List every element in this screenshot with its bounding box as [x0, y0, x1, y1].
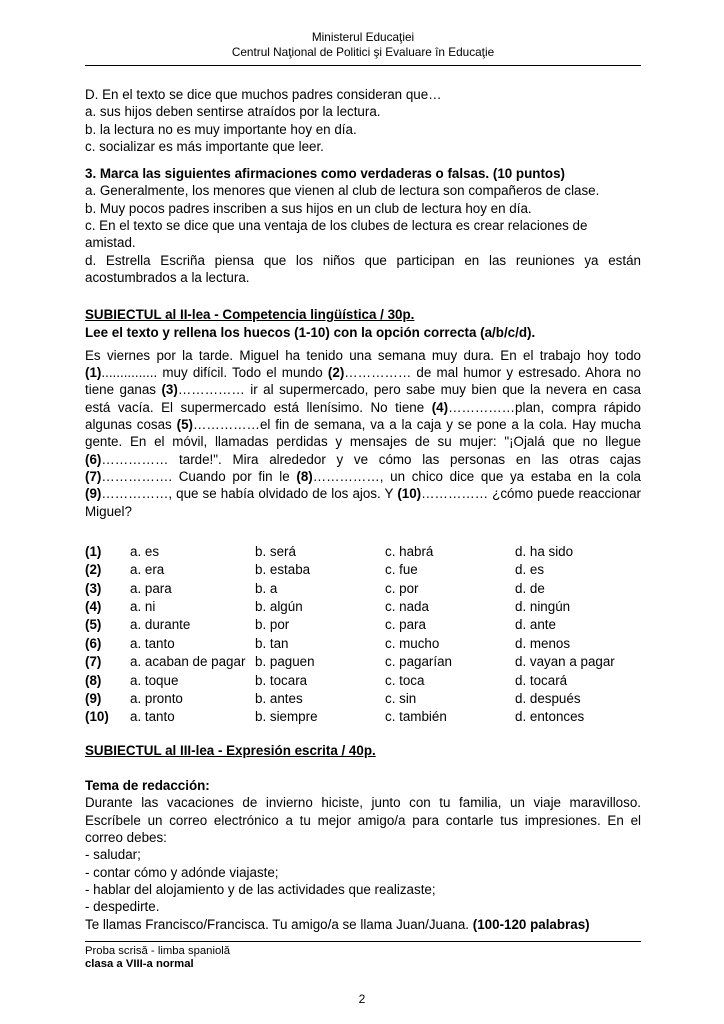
tema-bullet-3: - hablar del alojamiento y de las actividades que realizaste;: [85, 881, 436, 897]
option-c: c. para: [385, 617, 426, 633]
option-number: (1): [85, 543, 102, 559]
option-d: d. después: [515, 691, 581, 707]
options-row: [85, 708, 641, 726]
tema-bullet-1: - saludar;: [85, 847, 141, 863]
option-number: (10): [85, 709, 109, 725]
cloze-paragraph: Es viernes por la tarde. Miguel ha tenido una semana muy dura. En el trabajo hoy todo (1)............... muy difícil. Todo el mundo (2)…………… de mal humor y estresado. Ahora no tiene ganas (3)…………… ir al supermercado, pero sabe muy bien que la nevera en casa está vacía. El supermercado está llenísimo. No tiene (4)……………plan, compra rápido algunas cosas (5)……………el fin de semana, va a la caja y se pone a la cola. Hay mucha gente. En el móvil, llamadas perdidas y mensajes de su mujer: "¡Ojalá que no llegue (6)…………… tarde!". Mira alrededor y ve cómo las personas en las otras cajas (7)……………. Cuando por fin le (8)……………, un chico dice que ya estaba en la cola (9)……………, que se había olvidado de los ajos. Y (10)…………… ¿cómo puede reaccionar Miguel?: [85, 347, 642, 519]
option-a: a. para: [130, 580, 172, 596]
option-d: d. tocará: [515, 672, 568, 688]
option-number: (3): [85, 580, 102, 596]
option-b: b. algún: [255, 599, 303, 615]
options-row: [85, 580, 641, 598]
option-d: d. vayan a pagar: [515, 654, 615, 670]
option-b: b. tocara: [255, 672, 308, 688]
option-a: a. tanto: [130, 709, 175, 725]
options-row: [85, 690, 641, 708]
footer-rule: [85, 941, 641, 942]
subiectul-3-title: SUBIECTUL al III-lea - Expresión escrita / 40p.: [85, 742, 376, 758]
option-c: c. sin: [385, 691, 417, 707]
footer-line-2: clasa a VIII-a normal: [85, 958, 194, 970]
footer-line-1: Proba scrisă - limba spaniolă: [85, 945, 231, 957]
option-d: d. ningún: [515, 599, 571, 615]
option-d: d. menos: [515, 635, 571, 651]
section-d-intro: D. En el texto se dice que muchos padres consideran que…: [85, 87, 442, 102]
option-number: (8): [85, 672, 102, 688]
option-c: c. toca: [385, 672, 425, 688]
options-row: [85, 616, 641, 634]
section-3-item-c: c. En el texto se dice que una ventaja de los clubes de lectura es crear relaciones de amistad.: [85, 218, 588, 251]
option-a: a. ni: [130, 599, 156, 615]
section-3-item-d: d. Estrella Escriña piensa que los niños que participan en las reuniones ya están acostumbrados a la lectura.: [85, 252, 641, 285]
option-b: b. paguen: [255, 654, 315, 670]
option-b: b. estaba: [255, 562, 311, 578]
option-number: (9): [85, 691, 102, 707]
option-a: a. era: [130, 562, 165, 578]
option-b: b. será: [255, 543, 296, 559]
options-row: [85, 543, 641, 561]
document-header: [85, 30, 641, 66]
option-d: d. es: [515, 562, 545, 578]
section-d-option-c: c. socializar es más importante que leer.: [85, 138, 324, 154]
option-c: c. pagarían: [385, 654, 452, 670]
header-line-1: Ministerul Educaţiei: [311, 30, 415, 44]
tema-bullet-4: - despedirte.: [85, 899, 160, 915]
option-number: (2): [85, 562, 102, 578]
subiectul-2-instruction: Lee el texto y rellena los huecos (1-10) con la opción correcta (a/b/c/d).: [85, 324, 536, 340]
options-row: [85, 635, 641, 653]
subiectul-2: [85, 306, 641, 727]
option-b: b. por: [255, 617, 290, 633]
tema-final-line: Te llamas Francisco/Francisca. Tu amigo/a se llama Juan/Juana. (100-120 palabras): [85, 916, 590, 932]
option-b: b. a: [255, 580, 278, 596]
option-d: d. de: [515, 580, 545, 596]
tema-label: Tema de redacción:: [85, 778, 210, 794]
option-a: a. es: [130, 543, 160, 559]
subiectul-2-title: SUBIECTUL al II-lea - Competencia lingüística / 30p.: [85, 307, 415, 323]
section-3: [85, 165, 641, 286]
section-3-item-a: a. Generalmente, los menores que vienen al club de lectura son compañeros de clase.: [85, 183, 600, 199]
page-footer: [85, 941, 641, 971]
options-table: [85, 543, 641, 727]
option-a: a. tanto: [130, 635, 175, 651]
options-row: [85, 561, 641, 579]
section-d: [85, 86, 641, 155]
option-a: a. toque: [130, 672, 179, 688]
option-b: b. tan: [255, 635, 289, 651]
option-d: d. ha sido: [515, 543, 574, 559]
header-line-2: Centrul Naţional de Politici şi Evaluare în Educaţie: [231, 45, 495, 59]
option-c: c. mucho: [385, 635, 440, 651]
section-d-option-a: a. sus hijos deben sentirse atraídos por la lectura.: [85, 104, 381, 120]
tema-bullet-2: - contar cómo y adónde viajaste;: [85, 864, 279, 880]
option-number: (6): [85, 635, 102, 651]
option-number: (5): [85, 617, 102, 633]
document-body: [85, 86, 641, 933]
option-b: b. antes: [255, 691, 303, 707]
option-d: d. ante: [515, 617, 556, 633]
section-3-title: 3. Marca las siguientes afirmaciones como verdaderas o falsas. (10 puntos): [85, 166, 566, 182]
section-3-item-b: b. Muy pocos padres inscriben a sus hijos en un club de lectura hoy en día.: [85, 200, 532, 216]
option-c: c. por: [385, 580, 419, 596]
options-row: [85, 653, 641, 671]
option-c: c. fue: [385, 562, 418, 578]
options-row: [85, 598, 641, 616]
option-a: a. durante: [130, 617, 191, 633]
header-rule: [85, 65, 641, 66]
option-a: a. acaban de pagar: [130, 654, 246, 670]
tema-intro: Durante las vacaciones de invierno hiciste, junto con tu familia, un viaje maravilloso. Escríbele un correo electrónico a tu mejor amigo/a para contarle tus impresiones. En el correo debes:: [85, 795, 641, 846]
options-row: [85, 672, 641, 690]
option-c: c. también: [385, 709, 447, 725]
option-d: d. entonces: [515, 709, 585, 725]
section-d-option-b: b. la lectura no es muy importante hoy en día.: [85, 121, 357, 137]
option-a: a. pronto: [130, 691, 183, 707]
option-number: (4): [85, 599, 102, 615]
option-c: c. habrá: [385, 543, 434, 559]
subiectul-3: [85, 742, 641, 933]
page-number: 2: [358, 991, 366, 1006]
option-c: c. nada: [385, 599, 429, 615]
option-number: (7): [85, 654, 102, 670]
option-b: b. siempre: [255, 709, 318, 725]
